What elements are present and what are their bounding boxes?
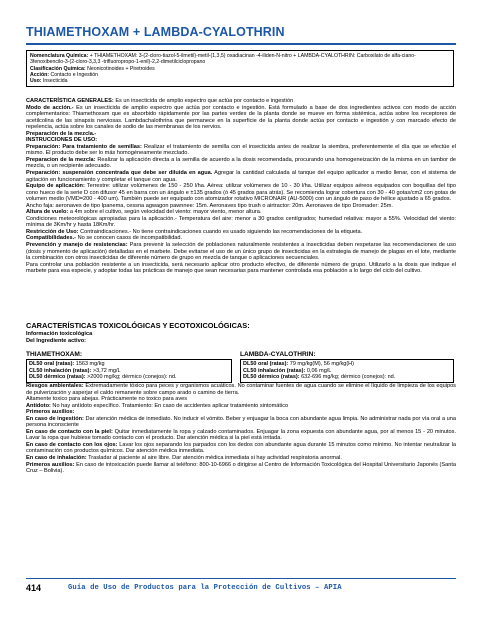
riesgos-label: Riesgos ambientales:: [26, 383, 84, 389]
tox-lambda-name: LAMBDA-CYALOTHRIN:: [240, 351, 316, 358]
tox-label: DL50 oral (ratas):: [29, 361, 75, 367]
suspension-label: Preparación: suspensión concentrada que debe ser diluida en agua.: [26, 170, 213, 177]
suspension-text: Agregar la cantidad calculada al tanque del equipo aplicador a medio llenar, con el sistema de agitación en funcionamiento y completar el tanque con agua.: [26, 170, 456, 183]
restriccion-text: Contraindicaciones.- No tiene contraindicaciones cuando es usado siguiendo las recomendaciones de la etiqueta.: [80, 228, 363, 235]
footer-title: Guía de Uso de Productos para la Protección de Cultivos – APIA: [68, 584, 342, 592]
tox-label: DL50 oral (ratas):: [243, 361, 289, 367]
accion-value: Contacto e Ingestión: [50, 71, 99, 78]
tox-value: >3,72 mg/L: [92, 367, 121, 374]
caracteristicas-text: Es un insecticida de amplio espectro que actúa por contacto e ingestión: [115, 98, 294, 104]
mezcla-text: Realizar la aplicación directa a la semilla de acuerdo a la dosis recomendada, procurando una homogeneización de la misma en un tambor de mezcla, o un recipiente adecuado.: [26, 156, 456, 170]
ancho-paragraph: Ancho fajа: aeronaves de tipo Ipanema, cessna agwagon pawnnee: 15m. Aeronaves tipo trush o airtractor: 20m. Aeronaves de tipo Dromader: 25m.: [26, 202, 393, 209]
modo-accion-text: Es un insecticida de amplio espectro que actúa por contacto e ingestión. Está formulado a base de dos ingredientes activos con modo de acción complementarios: Thiamethoxam que es absorbido rápidamente por las partes verdes de la planta donde se mueve en forma sistémica, actúa sobre los receptores de acetilcolina de las sinapsis nerviosas. Lambdachalothrina que permanece en la superficie de la planta donde actúa por contacto e ingestión y con marcado efecto de repelencia, actúa sobre los canales de sodio de las membranas de los nervios.: [26, 104, 456, 131]
title-underline: [26, 43, 456, 45]
product-title: THIAMETHOXAM + LAMBDA-CYALOTHRIN: [26, 25, 285, 39]
primeros-label: Primeros auxilios:: [26, 409, 75, 416]
uso-value: Insecticida: [42, 78, 68, 85]
piel-label: En caso de contacto con la piel:: [26, 428, 113, 435]
modo-accion-label: Modo de acción.-: [26, 104, 74, 111]
tox-label: CL50 inhalación (ratas):: [243, 367, 306, 374]
inhalacion-text: Trasladar al paciente al aire libre. Dar atención médica inmediata si hay actividad respiratoria anormal.: [88, 455, 342, 462]
chemical-info-box: [26, 50, 454, 87]
antidoto-text: No hay antídoto específico. Tratamiento: En caso de accidentes aplicar tratamiento sintomático: [52, 402, 289, 409]
antidoto-label: Antídoto:: [26, 402, 51, 409]
tox-row: [29, 374, 229, 381]
clasificacion-value: Neonicotinoides + Piretroides: [87, 65, 155, 72]
page-number: 414: [26, 583, 42, 593]
tox-ingredient-label: Del Ingrediente activo:: [26, 338, 86, 344]
piel-text: Quitar inmediatamente la ropa y calzado contaminados. Enjuagar la zona expuesta con abundante agua, por al menos 15 - 20 minutos. Lavar la ropa que hubiese tomado contacto con el producto. Dar atención médica si la piel está irritada.: [26, 428, 457, 442]
suspension-paragraph: [26, 170, 456, 183]
tox-lambda-cyalothrin: [240, 351, 454, 383]
footer-rule: [26, 578, 456, 579]
ojos-paragraph: [26, 442, 456, 455]
tox-thiamethoxam: [26, 351, 232, 383]
caracteristicas-label: CARACTERÍSTICA GENERALES:: [26, 98, 114, 104]
nomenclatura-label: Nomenclatura Química:: [30, 53, 89, 59]
prevencion-text: Para prevenir la selección de poblaciones naturalmente resistentes a insecticidas deben respetarse las recomendaciones de uso (dosis y momento de aplicación) detalladas en el marbete. Debe evitarse el uso de un único grupo de insecticidas en la estrategia de manejo de plagas en el lote, mediante la combinación con otros insecticidas de diferente número de grupo en mezcla de tanque o aplicaciones secuenciales.: [26, 242, 456, 262]
general-section: [26, 98, 456, 275]
primeros2-paragraph: [26, 462, 456, 475]
modo-accion-paragraph: [26, 105, 456, 131]
tox-value: 1563 mg/kg: [75, 361, 105, 367]
uso-label: Uso:: [30, 78, 42, 85]
mezcla-paragraph: [26, 157, 456, 170]
condiciones-paragraph: Condiciones meteorológicas apropiadas para la aplicación.- Temperatura del aire: menor a 30 grados centígrados; humedad relativa: mayor a 55%. Velocidad del viento: mínima de 3Km/hr y hasta 18Km/hr.: [26, 215, 456, 229]
tox-value: 79 mg/kg(M), 56 mg/kg(H): [289, 361, 354, 367]
tox-value: 632-696 mg/kg; dérmico (conejos): nd.: [301, 374, 396, 380]
equipo-label: Equipo de aplicación:: [26, 183, 85, 190]
prevencion-paragraph: [26, 242, 456, 262]
ojos-label: En caso de contacto con los ojos:: [26, 441, 118, 448]
altura-text: a 4m sobre el cultivo, según velocidad del viento: mayor viento, menor altura.: [69, 209, 262, 216]
restriccion-label: Restricción de Uso:: [26, 228, 79, 235]
ojos-text: Lavar los ojos separando los parpados con los dedos con abundante agua durante 15 minutos como mínimo. No intentar neutralizar la contaminación con productos químicos. Dar atención médica inmediata.: [26, 441, 456, 455]
uso-row: [30, 78, 450, 84]
safety-section: [26, 383, 456, 475]
abejas-paragraph: Altamente toxico para abejas. Prácticamente no toxico para aves: [26, 396, 188, 403]
tox-label: DL50 dérmico (ratas):: [29, 374, 86, 380]
primeros2-text: En caso de intoxicación puede llamar al teléfono: 800-10-6966 o dirigirse al Centro de Información Toxicológica del Hospital Universitario Japonés (Santa Cruz – Bolivia).: [26, 461, 456, 475]
tox-thiamethoxam-name: THIAMETHOXAM:: [26, 351, 83, 358]
compatibilidades-label: Compatibilidades.-: [26, 235, 77, 242]
tox-label: DL50 dérmico (ratas):: [243, 374, 300, 380]
altura-label: Altura de vuelo:: [26, 209, 69, 216]
inhalacion-label: En caso de inhalación:: [26, 455, 87, 462]
equipo-text: Terrestre: utilizar volúmenes de 150 - 250 l/ha. Aérea: utilizar volúmenes de 10 - 30 l/ha. Utilizar equipos aéreos equipados con boquillas del tipo cono hueco de la serie D con difusor 45 en barra con un ángulo e ±135 grados (ó 45 grados para atrás). Se recomienda lograr cobertura con 30 - 40 gotas/cm2 con gotas de volumen medio (VMD=200 - 400 um). También puede ser equipado con atomizador rotativo MICRONAIR (AU-5000) con un ángulo de paso de hélice ajustado a 65 grados.: [26, 183, 457, 203]
piel-paragraph: [26, 429, 456, 442]
tox-label: CL50 inhalación (ratas):: [29, 367, 92, 374]
equipo-paragraph: [26, 183, 456, 203]
tox-row: [243, 374, 451, 381]
accion-label: Acción:: [30, 71, 50, 78]
tox-value: 0,06 mg/L: [306, 367, 332, 374]
prevencion-label: Prevención y manejo de resistencias:: [26, 242, 128, 249]
tox-lambda-box: [240, 359, 454, 383]
primeros2-label: Primeros auxilios:: [26, 461, 75, 468]
nomenclatura-value: + THIAMETHOXAM: 3-(2-cloro-tiazol-5-ilmetil)-metil-(1,3,5) oxadiacinan -4-iliden-N-nitro + LAMBDA-CYALOTHRIN: Carboxilato de alfa-ciano-3fenoxibencilo-3-(2-cloro-3,3,3 -trifluoropropo-1-enil)-2,2-dimetilciclopropano: [30, 53, 416, 66]
instrucciones-label: INSTRUCCIONES DE USO:: [26, 137, 98, 144]
semillas-text: Realizar el tratamiento de semilla con el insecticida antes de realizar la siembra, preferentemente el día que se efectúe el mismo. El producto debe ser lo más homogéneamente mezclado.: [26, 143, 456, 157]
riesgos-text: Extremadamente tóxico para peces y organismos acuáticos. No contaminar fuentes de agua cuando se elimine el líquido de limpieza de los equipos de pulverización y asperjar el caldo remanente sobre campo arado o camino de tierra.: [26, 383, 456, 396]
ingestion-text: Dar atención médica de inmediato. No inducir el vómito. Beber y enjuagar la boca con abundante agua limpia. No administrar nada por vía oral a una persona inconsciente: [26, 415, 456, 429]
clasificacion-label: Clasificación Química:: [30, 65, 86, 72]
tox-value: >2000 mg/kg; dérmico (conejos): nd.: [87, 374, 177, 380]
mezcla-label: Preparacion de la mezcla:: [26, 156, 96, 163]
ingestion-paragraph: [26, 416, 456, 429]
ingestion-label: En caso de ingestión:: [26, 415, 84, 422]
tox-heading: CARACTERÍSTICAS TOXICOLÓGICAS Y ECOTOXICOLÓGICAS:: [26, 321, 250, 330]
riesgos-paragraph: [26, 383, 456, 396]
semillas-paragraph: [26, 144, 456, 157]
control-paragraph: Para controlar una población resistente a un insecticida, será necesario aplicar otro producto efectivo, de diferente número de grupo. Utilizarlo a la dosis que indique el marbete para esa especie, y adoptar todas las prácticas de manejo que sean necesarias para mantener controlada esa población a lo largo del ciclo del cultivo.: [26, 261, 456, 275]
nomenclatura-row: [30, 53, 450, 66]
semillas-label: Preparación: Para tratamiento de semillas:: [26, 143, 142, 150]
compatibilidades-text: No se conocen casos de incompatibilidad.: [77, 235, 183, 242]
tox-info-label: Información toxicológica: [26, 331, 93, 337]
preparacion-label: Preparación de la mezcla.-: [26, 130, 97, 137]
tox-thiamethoxam-box: [26, 359, 232, 383]
